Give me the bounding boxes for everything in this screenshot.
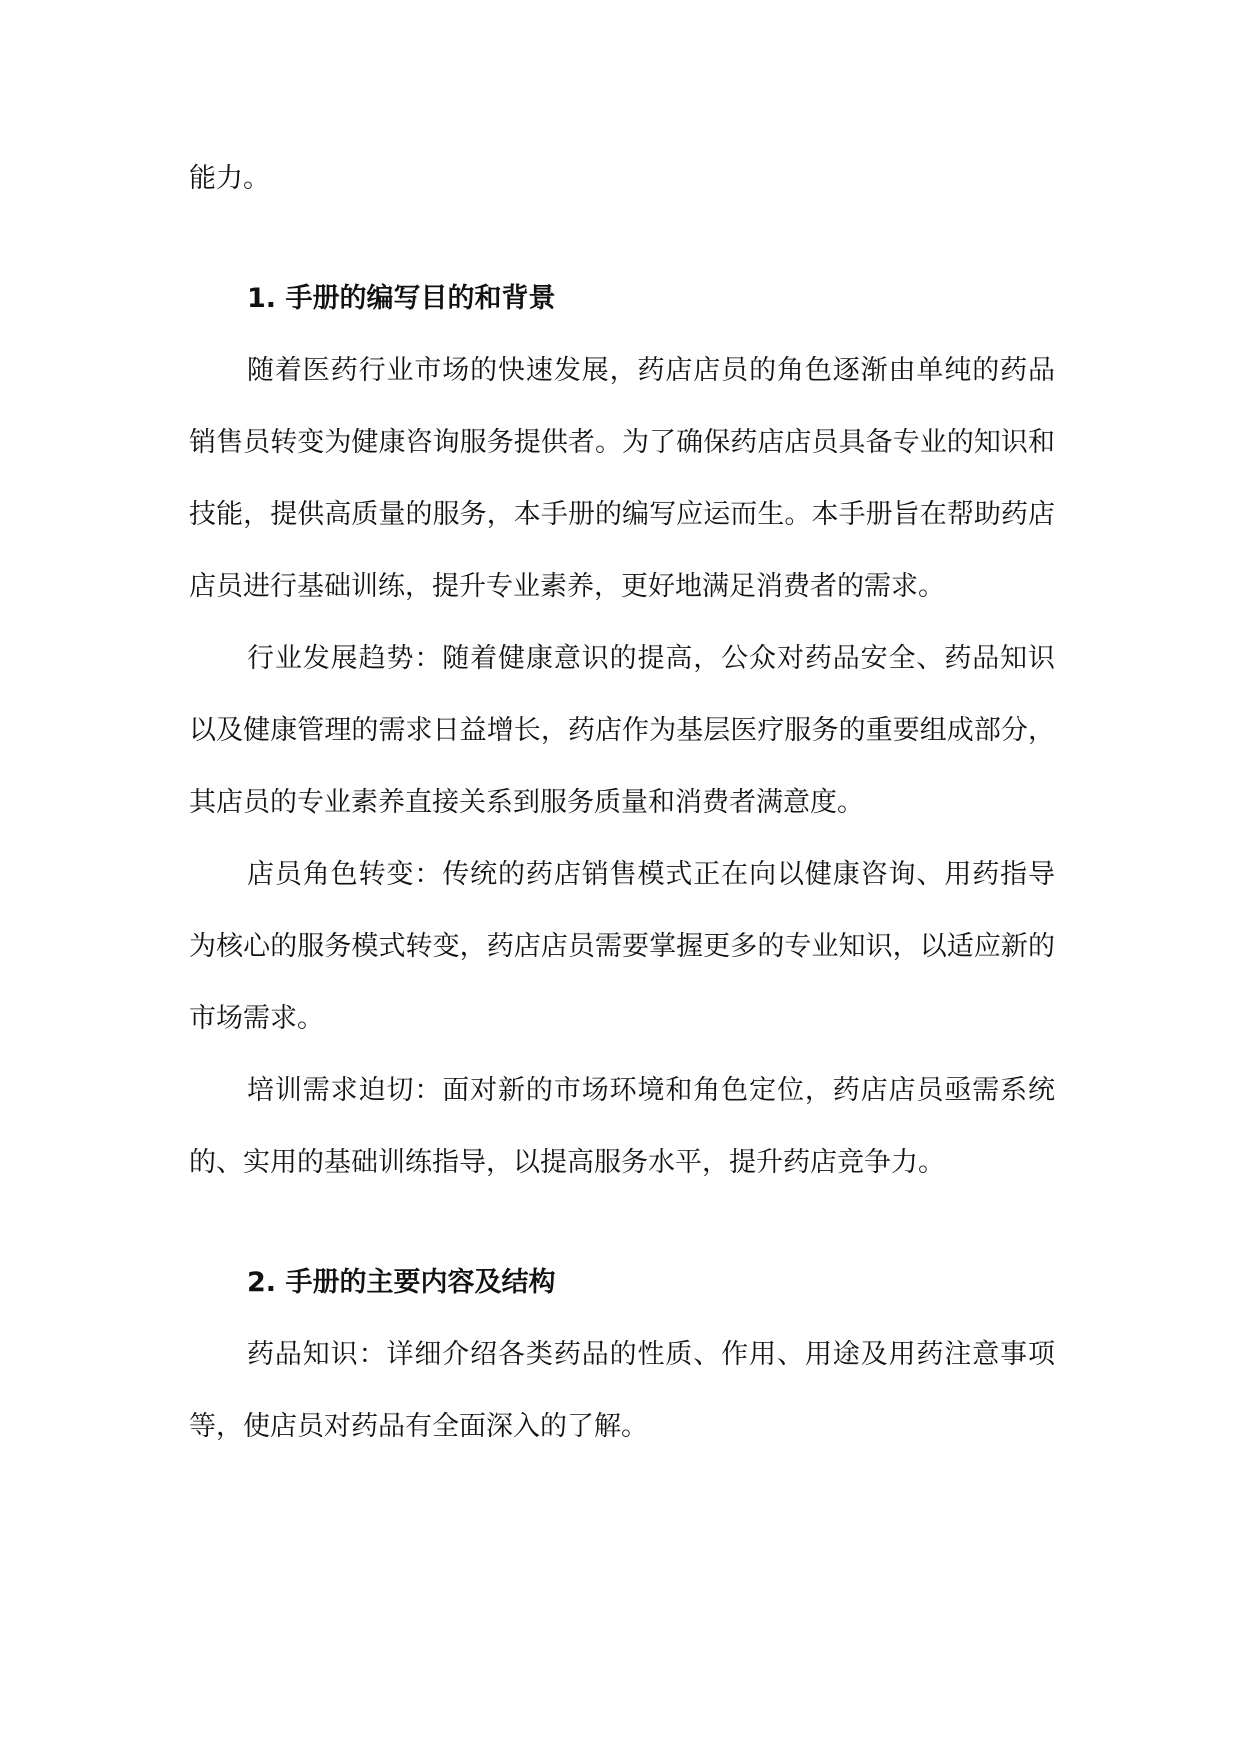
section-heading-1: 1. 手册的编写目的和背景: [247, 283, 556, 314]
section-heading-2: 2. 手册的主要内容及结构: [247, 1267, 556, 1298]
section-spacer: [189, 215, 1055, 263]
paragraph-industry-trend: 行业发展趋势：随着健康意识的提高，公众对药品安全、药品知识以及健康管理的需求日益增长，药店作为基层医疗服务的重要组成部分，其店员的专业素养直接关系到服务质量和消费者满意度。: [189, 643, 1055, 818]
paragraph-drug-knowledge: 药品知识：详细介绍各类药品的性质、作用、用途及用药注意事项等，使店员对药品有全面深入的了解。: [189, 1339, 1055, 1442]
paragraph-background: 随着医药行业市场的快速发展，药店店员的角色逐渐由单纯的药品销售员转变为健康咨询服务提供者。为了确保药店店员具备专业的知识和技能，提供高质量的服务，本手册的编写应运而生。本手册旨在帮助药店店员进行基础训练，提升专业素养，更好地满足消费者的需求。: [189, 355, 1055, 602]
paragraph-continuation: 能力。: [189, 163, 270, 194]
paragraph-role-change: 店员角色转变：传统的药店销售模式正在向以健康咨询、用药指导为核心的服务模式转变，药店店员需要掌握更多的专业知识，以适应新的市场需求。: [189, 859, 1055, 1034]
paragraph-training-need: 培训需求迫切：面对新的市场环境和角色定位，药店店员亟需系统的、实用的基础训练指导，以提高服务水平，提升药店竞争力。: [189, 1075, 1055, 1178]
section-spacer: [189, 1199, 1055, 1247]
document-body: [189, 143, 1055, 1463]
